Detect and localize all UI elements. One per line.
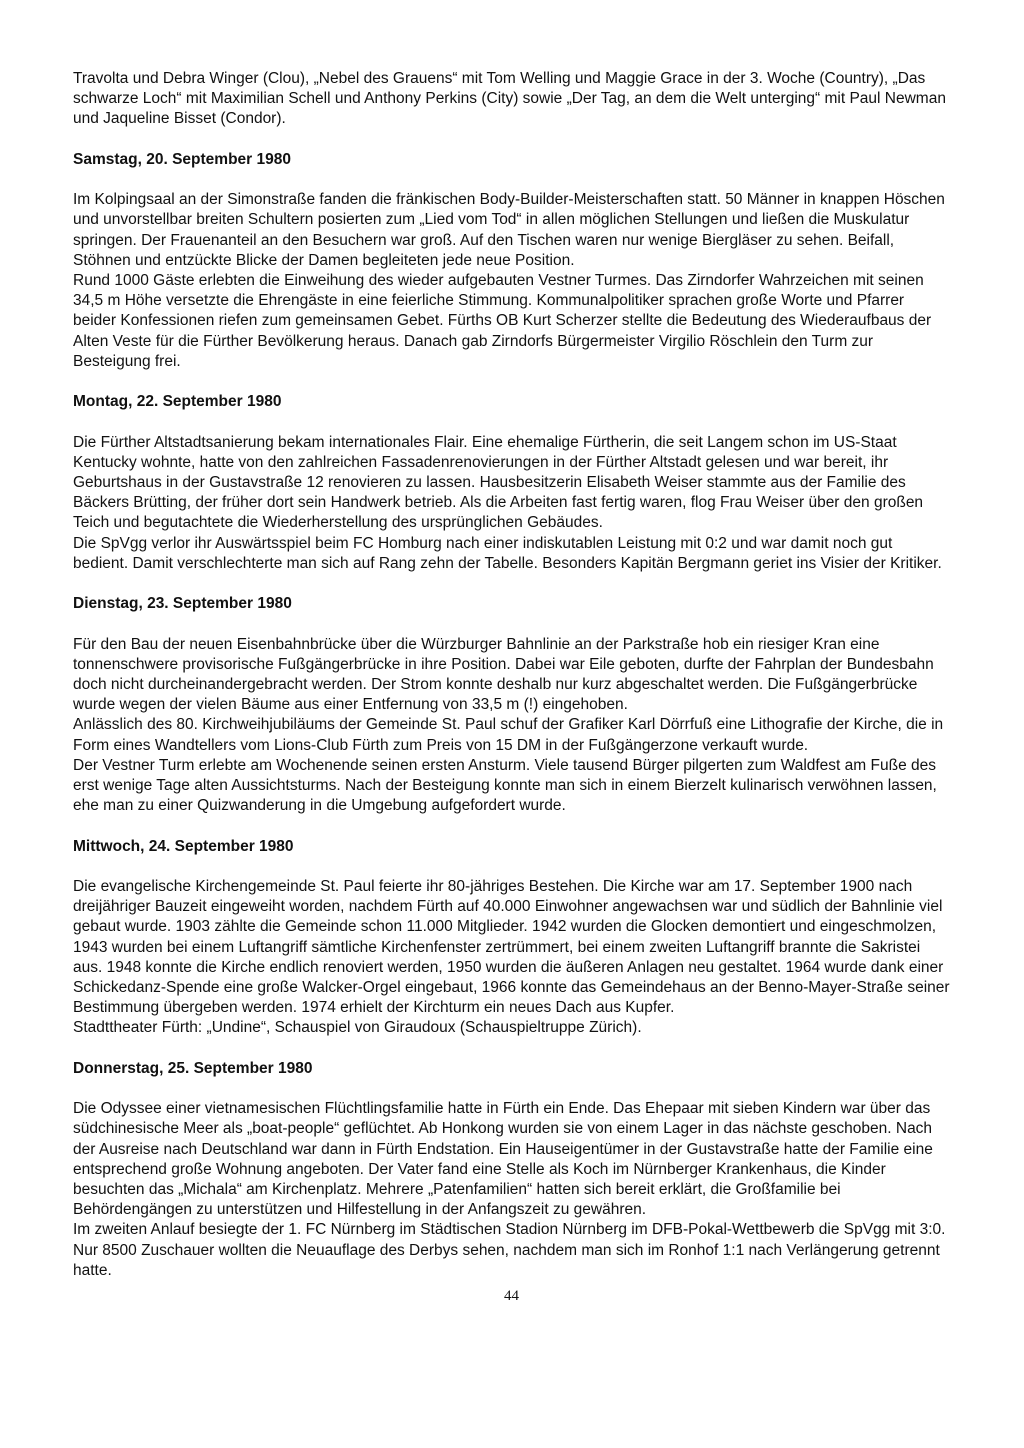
day-entries-dienstag [73, 635, 950, 817]
day-entry-paragraph: Die Fürther Altstadtsanierung bekam internationales Flair. Eine ehemalige Fürtherin, die seit Langem schon im US-Staat Kentucky wohnte, hatte von den zahlreichen Fassadenrenovierungen in der Fürther Altstadt gelesen und war bereit, ihr Geburtshaus in der Gustavstraße 12 renovieren zu lassen. Hausbesitzerin Elisabeth Weiser stammte aus der Familie des Bäckers Brütting, der früher dort sein Handwerk betrieb. Als die Arbeiten fast fertig waren, flog Frau Weiser über den großen Teich und begutachtete die Wiederherstellung des ursprünglichen Gebäudes. [73, 433, 924, 532]
day-entries-samstag [73, 190, 950, 372]
day-entry-paragraph: Der Vestner Turm erlebte am Wochenende seinen ersten Ansturm. Viele tausend Bürger pilgerten zum Waldfest am Fuße des erst wenige Tage alten Aussichtsturms. Nach der Besteigung konnte man sich in einem Bierzelt kulinarisch verwöhnen lassen, ehe man zu einer Quizwanderung in die Umgebung aufgefordert wurde. [73, 756, 937, 815]
day-entries-montag [73, 433, 950, 574]
day-entry-paragraph: Die Odyssee einer vietnamesischen Flüchtlingsfamilie hatte in Fürth ein Ende. Das Ehepaar mit sieben Kindern war über das südchinesische Meer als „boat-people“ geflüchtet. Ab Honkong wurden sie von einem Lager in das nächste geschoben. Nach der Ausreise nach Deutschland war dann in Fürth Endstation. Ein Hauseigentümer in der Gustavstraße hatte der Familie eine entsprechend große Wohnung angeboten. Der Vater fand eine Stelle als Koch im Nürnberger Krankenhaus, die Kinder besuchten das „Michala“ am Kirchenplatz. Mehrere „Patenfamilien“ hatten sich bereit erklärt, die Großfamilie bei Behördengängen zu unterstützen und Hilfestellung in der Anfangszeit zu gewähren. [73, 1100, 933, 1219]
intro-paragraph: Travolta und Debra Winger (Clou), „Nebel des Grauens“ mit Tom Welling und Maggie Grace in der 3. Woche (Country), „Das schwarze Loch“ mit Maximilian Schell und Anthony Perkins (City) sowie „Der Tag, an dem die Welt unterging“ mit Paul Newman und Jaqueline Bisset (Condor). [73, 70, 946, 128]
intro-block [73, 69, 950, 130]
document-body [73, 69, 950, 1306]
day-heading-samstag: Samstag, 20. September 1980 [73, 150, 291, 168]
day-heading-dienstag: Dienstag, 23. September 1980 [73, 595, 292, 613]
day-entry-paragraph: Im Kolpingsaal an der Simonstraße fanden die fränkischen Body-Builder-Meisterschaften statt. 50 Männer in knappen Höschen und unvorstellbar breiten Schultern posierten zum „Lied vom Tod“ in allen möglichen Stellungen und ließen die Muskulatur springen. Der Frauenanteil an den Besuchern war groß. Auf den Tischen waren nur wenige Biergläser zu sehen. Beifall, Stöhnen und entzückte Blicke der Damen begleiteten jede neue Position. [73, 191, 945, 269]
day-entry-paragraph: Für den Bau der neuen Eisenbahnbrücke über die Würzburger Bahnlinie an der Parkstraße hob ein riesiger Kran eine tonnenschwere provisorische Fußgängerbrücke in ihre Position. Dabei war Eile geboten, durfte der Fahrplan der Bundesbahn doch nicht durcheinandergebracht werden. Der Strom konnte deshalb nur kurz abgeschaltet werden. Die Fußgängerbrücke wurde wegen der vielen Bäume aus einer Entfernung von 33,5 m (!) eingehoben. [73, 635, 934, 714]
day-entry-paragraph: Stadttheater Fürth: „Undine“, Schauspiel von Giraudoux (Schauspieltruppe Zürich). [73, 1019, 642, 1037]
day-entry-paragraph: Rund 1000 Gäste erlebten die Einweihung des wieder aufgebauten Vestner Turmes. Das Zirndorfer Wahrzeichen mit seinen 34,5 m Höhe versetzte die Ehrengäste in eine feierliche Stimmung. Kommunalpolitiker sprachen große Worte und Pfarrer beider Konfessionen riefen zum gemeinsamen Gebet. Fürths OB Kurt Scherzer stellte die Bedeutung des Wiederaufbaus der Alten Veste für die Fürther Bevölkerung heraus. Danach gab Zirndorfs Bürgermeister Virgilio Röschlein den Turm zur Besteigung frei. [73, 272, 932, 370]
day-entries-mittwoch [73, 877, 950, 1039]
day-entry-paragraph: Die SpVgg verlor ihr Auswärtsspiel beim FC Homburg nach einer indiskutablen Leistung mit 0:2 und war damit noch gut bedient. Damit verschlechterte man sich auf Rang zehn der Tabelle. Besonders Kapitän Bergmann geriet ins Visier der Kritiker. [73, 534, 942, 572]
day-heading-donnerstag: Donnerstag, 25. September 1980 [73, 1059, 313, 1077]
day-entry-paragraph: Im zweiten Anlauf besiegte der 1. FC Nürnberg im Städtischen Stadion Nürnberg im DFB-Pokal-Wettbewerb die SpVgg mit 3:0. Nur 8500 Zuschauer wollten die Neuauflage des Derbys sehen, nachdem man sich im Ronhof 1:1 nach Verlängerung getrennt hatte. [73, 1221, 946, 1279]
day-entries-donnerstag [73, 1099, 950, 1281]
day-entry-paragraph: Anlässlich des 80. Kirchweihjubiläums der Gemeinde St. Paul schuf der Grafiker Karl Dörrfuß eine Lithografie der Kirche, die in Form eines Wandtellers vom Lions-Club Fürth zum Preis von 15 DM in der Fußgängerzone verkauft wurde. [73, 716, 944, 754]
day-heading-mittwoch: Mittwoch, 24. September 1980 [73, 837, 294, 855]
day-heading-montag: Montag, 22. September 1980 [73, 393, 282, 411]
page-number: 44 [504, 1288, 519, 1305]
day-entry-paragraph: Die evangelische Kirchengemeinde St. Paul feierte ihr 80-jähriges Bestehen. Die Kirche war am 17. September 1900 nach dreijähriger Bauzeit eingeweiht worden, nachdem Fürth auf 40.000 Einwohner angewachsen war und südlich der Bahnlinie viel gebaut wurde. 1903 zählte die Gemeinde schon 11.000 Mitglieder. 1942 wurden die Glocken demontiert und eingeschmolzen, 1943 wurden bei einem Luftangriff sämtliche Kirchenfenster zertrümmert, bei einem zweiten Luftangriff brannte die Sakristei aus. 1948 konnte die Kirche endlich renoviert werden, 1950 wurden die äußeren Anlagen neu gestaltet. 1964 wurde dank einer Schickedanz-Spende eine große Walcker-Orgel eingebaut, 1966 konnte das Gemeindehaus an der Benno-Mayer-Straße seiner Bestimmung übergeben werden. 1974 erhielt der Kirchturm ein neues Dach aus Kupfer. [73, 878, 950, 1017]
